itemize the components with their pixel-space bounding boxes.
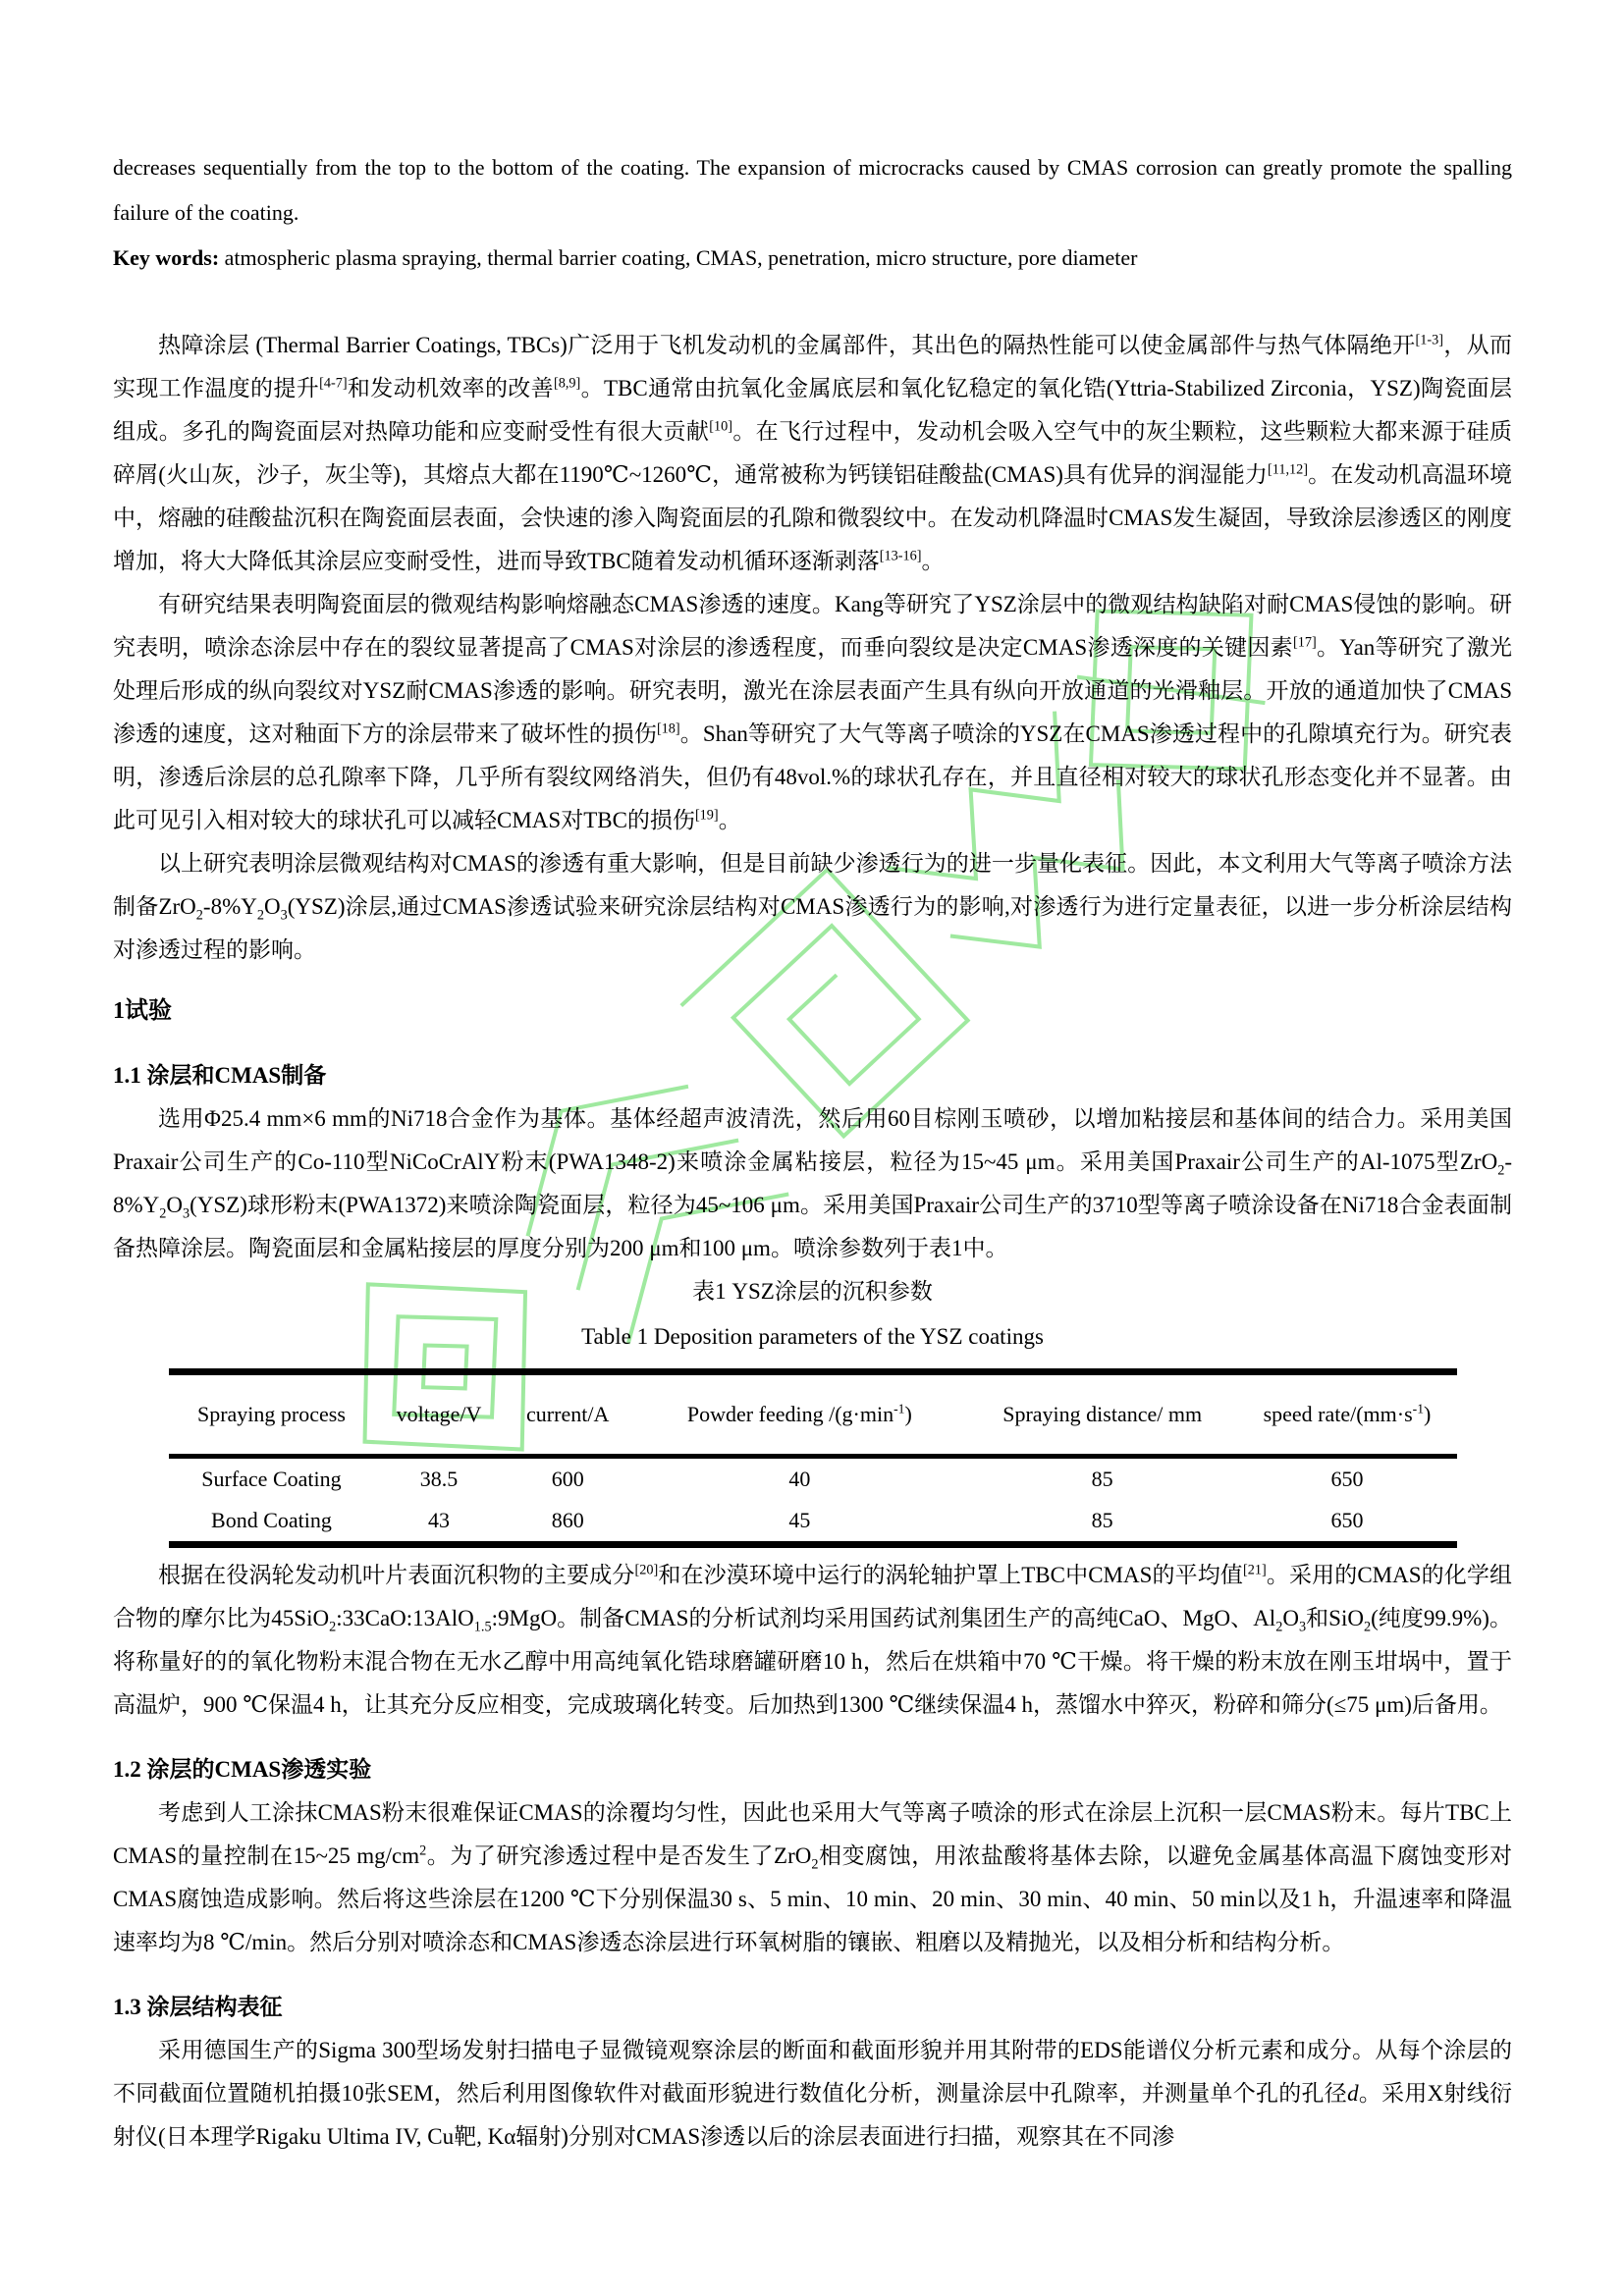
cell: 45 [788,1508,811,1532]
cell: Bond Coating [211,1508,332,1532]
paragraph-intro-3: 以上研究表明涂层微观结构对CMAS的渗透有重大影响，但是目前缺少渗透行为的进一步量化表征。因此，本文利用大气等离子喷涂方法制备$ZrO_2-8\%Y_2O_3(YSZ)$涂层,通过CMAS渗透试验来研究涂层结构对CMAS渗透行为的影响,对渗透行为进行定量表征，以进一步分析涂层结构对渗透过程的影响。 [113,851,1512,962]
cell: 600 [551,1467,584,1491]
table1-caption-en: Table 1 Deposition parameters of the YSZ coatings [581,1324,1044,1349]
paragraph-structure-characterization: 采用德国生产的Sigma 300型场发射扫描电子显微镜观察涂层的断面和截面形貌并用其附带的EDS能谱仪分析元素和成分。从每个涂层的不同截面位置随机拍摄10张SEM，然后利用图像软件对截面形貌进行数值化分析，测量涂层中孔隙率，并测量单个孔的孔径d。采用X射线衍射仪(日本理学Rigaku Ultima IV, Cu靶, Kα辐射)分别对CMAS渗透以后的涂层表面进行扫描，观察其在不同渗 [113,2038,1512,2149]
cell: 85 [1091,1467,1113,1491]
keywords-line [113,236,1512,281]
section-1-heading: 1试验 [113,998,172,1024]
paragraph-intro-2: 有研究结果表明陶瓷面层的微观结构影响熔融态CMAS渗透的速度。Kang等研究了YSZ涂层中的微观结构缺陷对耐CMAS侵蚀的影响。研究表明，喷涂态涂层中存在的裂纹显著提高了CMAS对涂层的渗透程度，而垂向裂纹是决定CMAS渗透深度的关键因素[17]。Yan等研究了激光处理后形成的纵向裂纹对YSZ耐CMAS渗透的影响。研究表明，激光在涂层表面产生具有纵向开放通道的光滑釉层。开放的通道加快了CMAS渗透的速度，这对釉面下方的涂层带来了破坏性的损伤[18]。Shan等研究了大气等离子喷涂的YSZ在CMAS渗透过程中的孔隙填充行为。研究表明，渗透后涂层的总孔隙率下降，几乎所有裂纹网络消失，但仍有48vol.%的球状孔存在，并且直径相对较大的球状孔形态变化并不显著。由此可见引入相对较大的球状孔可以减轻CMAS对TBC的损伤[19]。 [113,592,1512,832]
abstract-text: decreases sequentially from the top to the bottom of the coating. The expansion of microcracks caused by CMAS corrosion can greatly promote the spalling failure of the coating. [113,155,1512,225]
cell: 38.5 [419,1467,459,1491]
col-speed-rate: speed rate/$(mm\cdot s^{-1})$ [1263,1401,1432,1426]
col-current: current/A [526,1402,610,1426]
table1-caption-cn: 表1 YSZ涂层的沉积参数 [692,1279,933,1304]
paragraph-preparation: 选用Φ25.4 mm×6 mm的Ni718合金作为基体。基体经超声波清洗，然后用60目棕刚玉喷砂，以增加粘接层和基体间的结合力。采用美国Praxair公司生产的Co-110型NiCoCrAlY粉末(PWA1348-2)来喷涂金属粘接层，粒径为15~45 μm。采用美国Praxair公司生产的Al-1075型$ZrO_2-8\%Y_2O_3(YSZ)$球形粉末(PWA1372)来喷涂陶瓷面层，粒径为45~106 μm。采用美国Praxair公司生产的3710型等离子喷涂设备在Ni718合金表面制备热障涂层。陶瓷面层和金属粘接层的厚度分别为200 μm和100 μm。喷涂参数列于表1中。 [113,1106,1512,1260]
cell: 43 [428,1508,450,1532]
keywords-label: Key words: [113,245,220,270]
col-spraying-process: Spraying process [196,1402,346,1426]
cell: 650 [1330,1508,1364,1532]
table-row [169,1500,1457,1545]
col-powder-feeding: Powder feeding $/(g\cdot\min^{-1})$ [686,1401,912,1426]
paragraph-permeation-experiment: 考虑到人工涂抹CMAS粉末很难保证CMAS的涂覆均匀性，因此也采用大气等离子喷涂的形式在涂层上沉积一层CMAS粉末。每片TBC上CMAS的量控制在15~25 $mg/cm^2$。为了研究渗透过程中是否发生了ZrO$_2$相变腐蚀，用浓盐酸将基体去除，以避免金属基体高温下腐蚀变形对CMAS腐蚀造成影响。然后将这些涂层在1200 ℃下分别保温30 s、5 min、10 min、20 min、30 min、40 min、50 min以及1 h，升温速率和降温速率均为8 ℃/min。然后分别对喷涂态和CMAS渗透态涂层进行环氧树脂的镶嵌、粗磨以及精抛光，以及相分析和结构分析。 [113,1800,1513,1954]
cell: 85 [1091,1508,1113,1532]
section-1-3-heading: 1.3 涂层结构表征 [113,1995,283,2019]
paragraph-intro-1: 热障涂层 (Thermal Barrier Coatings, TBCs)广泛用于飞机发动机的金属部件，其出色的隔热性能可以使金属部件与热气体隔绝开[1-3]，从而实现工作温度的提升[4-7]和发动机效率的改善[8,9]。TBC通常由抗氧化金属底层和氧化钇稳定的氧化锆(Yttria-Stabilized Zirconia，YSZ)陶瓷面层组成。多孔的陶瓷面层对热障功能和应变耐受性有很大贡献[10]。在飞行过程中，发动机会吸入空气中的灰尘颗粒，这些颗粒大都来源于硅质碎屑(火山灰，沙子，灰尘等)，其熔点大都在1190℃~1260℃，通常被称为钙镁铝硅酸盐(CMAS)具有优异的润湿能力[11,12]。在发动机高温环境中，熔融的硅酸盐沉积在陶瓷面层表面，会快速的渗入陶瓷面层的孔隙和微裂纹中。在发动机降温时CMAS发生凝固，导致涂层渗透区的刚度增加，将大大降低其涂层应变耐受性，进而导致TBC随着发动机循环逐渐剥落[13-16]。 [113,332,1513,573]
cell: 860 [551,1508,584,1532]
table-row [169,1457,1457,1501]
col-voltage: voltage/V [396,1402,482,1426]
cell: 650 [1330,1467,1364,1491]
deposition-parameters-table [169,1368,1457,1548]
cell: Surface Coating [201,1467,342,1491]
cell: 40 [788,1467,811,1491]
section-1-2-heading: 1.2 涂层的CMAS渗透实验 [113,1757,372,1782]
table-header-row [169,1372,1457,1457]
paragraph-cmas-composition: 根据在役涡轮发动机叶片表面沉积物的主要成分[20]和在沙漠环境中运行的涡轮轴护罩上TBC中CMAS的平均值[21]。采用的CMAS的化学组合物的摩尔比为45SiO$_2$:33CaO:13AlO$_{1.5}$:9MgO。制备CMAS的分析试剂均采用国药试剂集团生产的高纯CaO、MgO、$Al_2O_3$和SiO$_2$(纯度99.9%)。将称量好的的氧化物粉末混合物在无水乙醇中用高纯氧化锆球磨罐研磨10 h，然后在烘箱中70 ℃干燥。将干燥的粉末放在刚玉坩埚中，置于高温炉，900 ℃保温4 h，让其充分反应相变，完成玻璃化转变。后加热到1300 ℃继续保温4 h，蒸馏水中猝灭，粉碎和筛分(≤75 μm)后备用。 [113,1562,1512,1717]
col-spraying-distance: Spraying distance/ mm [1002,1402,1203,1426]
keywords-text: atmospheric plasma spraying, thermal barrier coating, CMAS, penetration, micro structure, pore diameter [219,245,1138,270]
section-1-1-heading: 1.1 涂层和CMAS制备 [113,1063,327,1088]
